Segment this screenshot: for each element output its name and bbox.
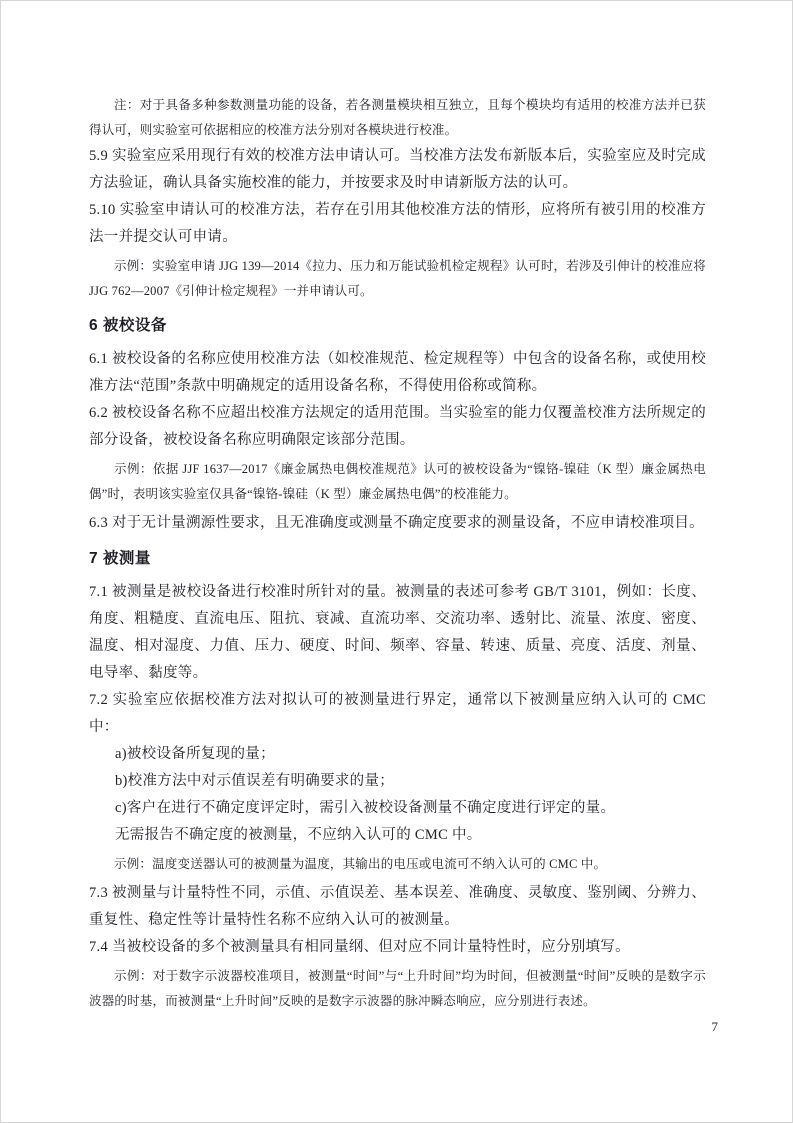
clause-7-1: 7.1 被测量是被校设备进行校准时所针对的量。被测量的表述可参考 GB/T 3101，例如：长度、角度、粗糙度、直流电压、阻抗、衰减、直流功率、交流功率、透射比、流量、浓度、密度、温度、相对湿度、力值、压力、硬度、时间、频率、容量、转速、质量、亮度、活度、剂量、电导率、黏度等。 — [89, 584, 706, 681]
clause-7-3: 7.3 被测量与计量特性不同，示值、示值误差、基本误差、准确度、灵敏度、鉴别阈、分辨力、重复性、稳定性等计量特性名称不应纳入认可的被测量。 — [89, 885, 706, 928]
clause-7-4: 7.4 当被校设备的多个被测量具有相同量纲、但对应不同计量特性时，应分别填写。 — [89, 939, 630, 955]
clause-5-9: 5.9 实验室应采用现行有效的校准方法申请认可。当校准方法发布新版本后，实验室应及时完成方法验证，确认具备实施校准的能力，并按要求及时申请新版方法的认可。 — [89, 148, 706, 191]
note-paragraph-5-8: 注：对于具备多种参数测量功能的设备，若各测量模块相互独立，且每个模块均有适用的校准方法并已获得认可，则实验室可依据相应的校准方法分别对各模块进行校准。 — [89, 98, 706, 137]
list-item-a: a)被校设备所复现的量； — [115, 746, 275, 762]
clause-7-2: 7.2 实验室应依据校准方法对拟认可的被测量进行界定，通常以下被测量应纳入认可的 CMC 中： — [89, 692, 706, 735]
list-item-b: b)校准方法中对示值误差有明确要求的量； — [115, 773, 395, 789]
clause-6-2: 6.2 被校设备名称不应超出校准方法规定的适用范围。当实验室的能力仅覆盖校准方法所规定的部分设备，被校设备名称应明确限定该部分范围。 — [89, 405, 706, 448]
example-clause-6-2: 示例：依据 JJF 1637—2017《廉金属热电偶校准规范》认可的被校设备为“镍铬-镍硅（K 型）廉金属热电偶”时，表明该实验室仅具备“镍铬-镍硅（K 型）廉金属热电偶”的校准能力。 — [89, 462, 706, 501]
clause-6-1: 6.1 被校设备的名称应使用校准方法（如校准规范、检定规程等）中包含的设备名称，或使用校准方法“范围”条款中明确规定的适用设备名称，不得使用俗称或简称。 — [89, 351, 706, 394]
example-clause-7-4: 示例：对于数字示波器校准项目，被测量“时间”与“上升时间”均为时间，但被测量“时间”反映的是数字示波器的时基，而被测量“上升时间”反映的是数字示波器的脉冲瞬态响应，应分别进行表述。 — [89, 969, 706, 1008]
document-body — [1, 1, 792, 1014]
list-item-c: c)客户在进行不确定度评定时，需引入被校设备测量不确定度进行评定的量。 — [115, 800, 616, 816]
clause-5-10: 5.10 实验室申请认可的校准方法，若存在引用其他校准方法的情形，应将所有被引用的校准方法一并提交认可申请。 — [89, 202, 706, 245]
section-heading-7: 7 被测量 — [89, 550, 151, 567]
example-clause-7-2: 示例：温度变送器认可的被测量为温度，其输出的电压或电流可不纳入认可的 CMC 中。 — [114, 857, 607, 871]
page-number: 7 — [711, 1019, 718, 1034]
section-heading-6: 6 被校设备 — [89, 317, 167, 334]
clause-7-2-note-line: 无需报告不确定度的被测量，不应纳入认可的 CMC 中。 — [115, 827, 482, 843]
example-clause-5-10: 示例：实验室申请 JJG 139—2014《拉力、压力和万能试验机检定规程》认可时，若涉及引伸计的校准应将 JJG 762—2007《引伸计检定规程》一并申请认可。 — [89, 259, 706, 298]
clause-6-3: 6.3 对于无计量溯源性要求，且无准确度或测量不确定度要求的测量设备，不应申请校准项目。 — [89, 515, 704, 531]
